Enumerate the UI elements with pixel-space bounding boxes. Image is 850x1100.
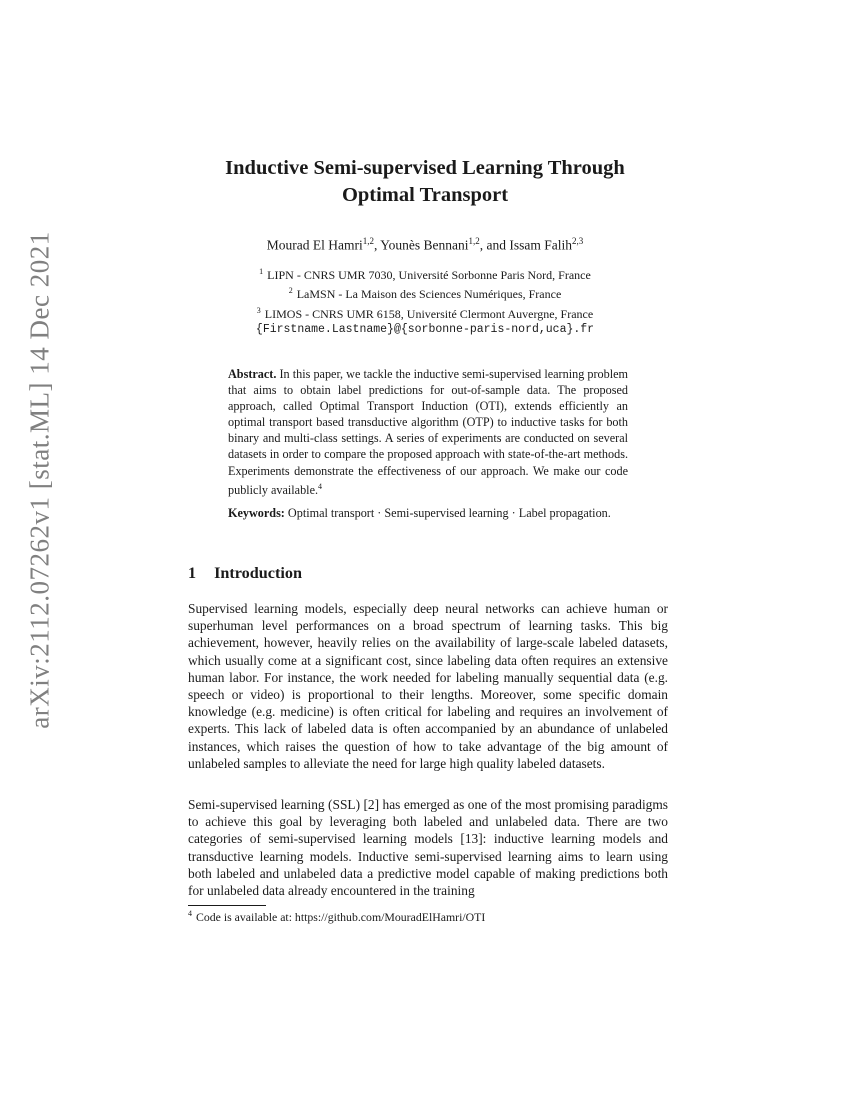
abstract-text: In this paper, we tackle the inductive semi-supervised learning problem that aims to obtain label predictions for out-of-sample data. The proposed approach, called Optimal Transport Induction (OTI), extends efficiently an optimal transport based transductive algorithm (OTP) to inductive tasks for both binary and multi-class settings. A series of experiments are conducted on several datasets in order to compare the proposed approach with state-of-the-art methods. Experiments demonstrate the effectiveness of our approach. We make our code publicly available. [228,367,628,497]
affiliation-3-text: LIMOS - CNRS UMR 6158, Université Clermont Auvergne, France [264,306,594,321]
title-line-1: Inductive Semi-supervised Learning Through [225,157,625,179]
section-heading [188,564,302,583]
arxiv-identifier: arXiv:2112.07262v1 [stat.ML] 14 Dec 2021 [24,231,55,729]
abstract-label: Abstract. [228,367,277,381]
abstract-footnote-mark: 4 [318,481,323,491]
affiliation-2 [185,283,665,302]
author-1-name: Mourad El Hamri [266,237,363,253]
keywords-label: Keywords: [228,506,285,520]
author-2-name: , Younès Bennani [373,237,469,253]
affiliation-3 [185,303,665,322]
affiliation-3-mark: 3 [256,305,261,315]
affiliation-2-text: LaMSN - La Maison des Sciences Numériques, France [296,287,562,302]
footnote-rule [188,905,266,906]
author-email: {Firstname.Lastname}@{sorbonne-paris-nord,uca}.fr [255,323,595,337]
keywords [228,505,628,521]
section-title: Introduction [214,564,302,582]
author-2-affil: 1,2 [468,236,480,246]
affiliations [185,264,665,338]
paper-title [185,155,665,209]
author-3-name: , and Issam Falih [479,237,572,253]
affiliation-1-mark: 1 [259,267,264,276]
intro-paragraph-2: Semi-supervised learning (SSL) [2] has emerged as one of the most promising paradigms to achieve this goal by leveraging both labeled and unlabeled data. There are two categories of semi-supervised learning models [13]: inductive learning models and transductive learning models. Inductive semi-supervised learning aims to learn using both labeled and unlabeled data a predictive model capable of making predictions both for unlabeled data already encountered in the training [188,797,668,899]
footnote [188,909,668,925]
affiliation-1-text: LIPN - CNRS UMR 7030, Université Sorbonne Paris Nord, France [267,268,591,282]
author-list [185,236,665,254]
author-1-affil: 1,2 [362,236,374,246]
affiliation-2-mark: 2 [288,286,293,296]
footnote-mark: 4 [188,909,192,918]
footnote-text: Code is available at: https://github.com/MouradElHamri/OTI [196,909,486,924]
keywords-text: Optimal transport · Semi-supervised learning · Label propagation. [287,506,611,520]
title-line-2: Optimal Transport [341,184,509,206]
affiliation-1 [185,264,665,283]
abstract [228,366,628,498]
intro-paragraph-1: Supervised learning models, especially deep neural networks can achieve human or superhuman level performances on a broad spectrum of learning tasks. This big achievement, however, heavily relies on the availability of large-scale labeled datasets, which usually come at a significant cost, since labeling data often requires an extensive human labor. For instance, the work needed for labeling manually sequential data (e.g. speech or video) is proportional to their lengths. Moreover, some specific domain knowledge (e.g. medicine) is often critical for labeling and requires an involvement of experts. This lack of labeled data is often accompanied by an abundance of unlabeled instances, which raises the question of how to take advantage of the big amount of unlabeled samples to alleviate the need for large high quality labeled datasets. [188,601,668,771]
author-3-affil: 2,3 [572,236,584,246]
section-number: 1 [188,564,197,582]
